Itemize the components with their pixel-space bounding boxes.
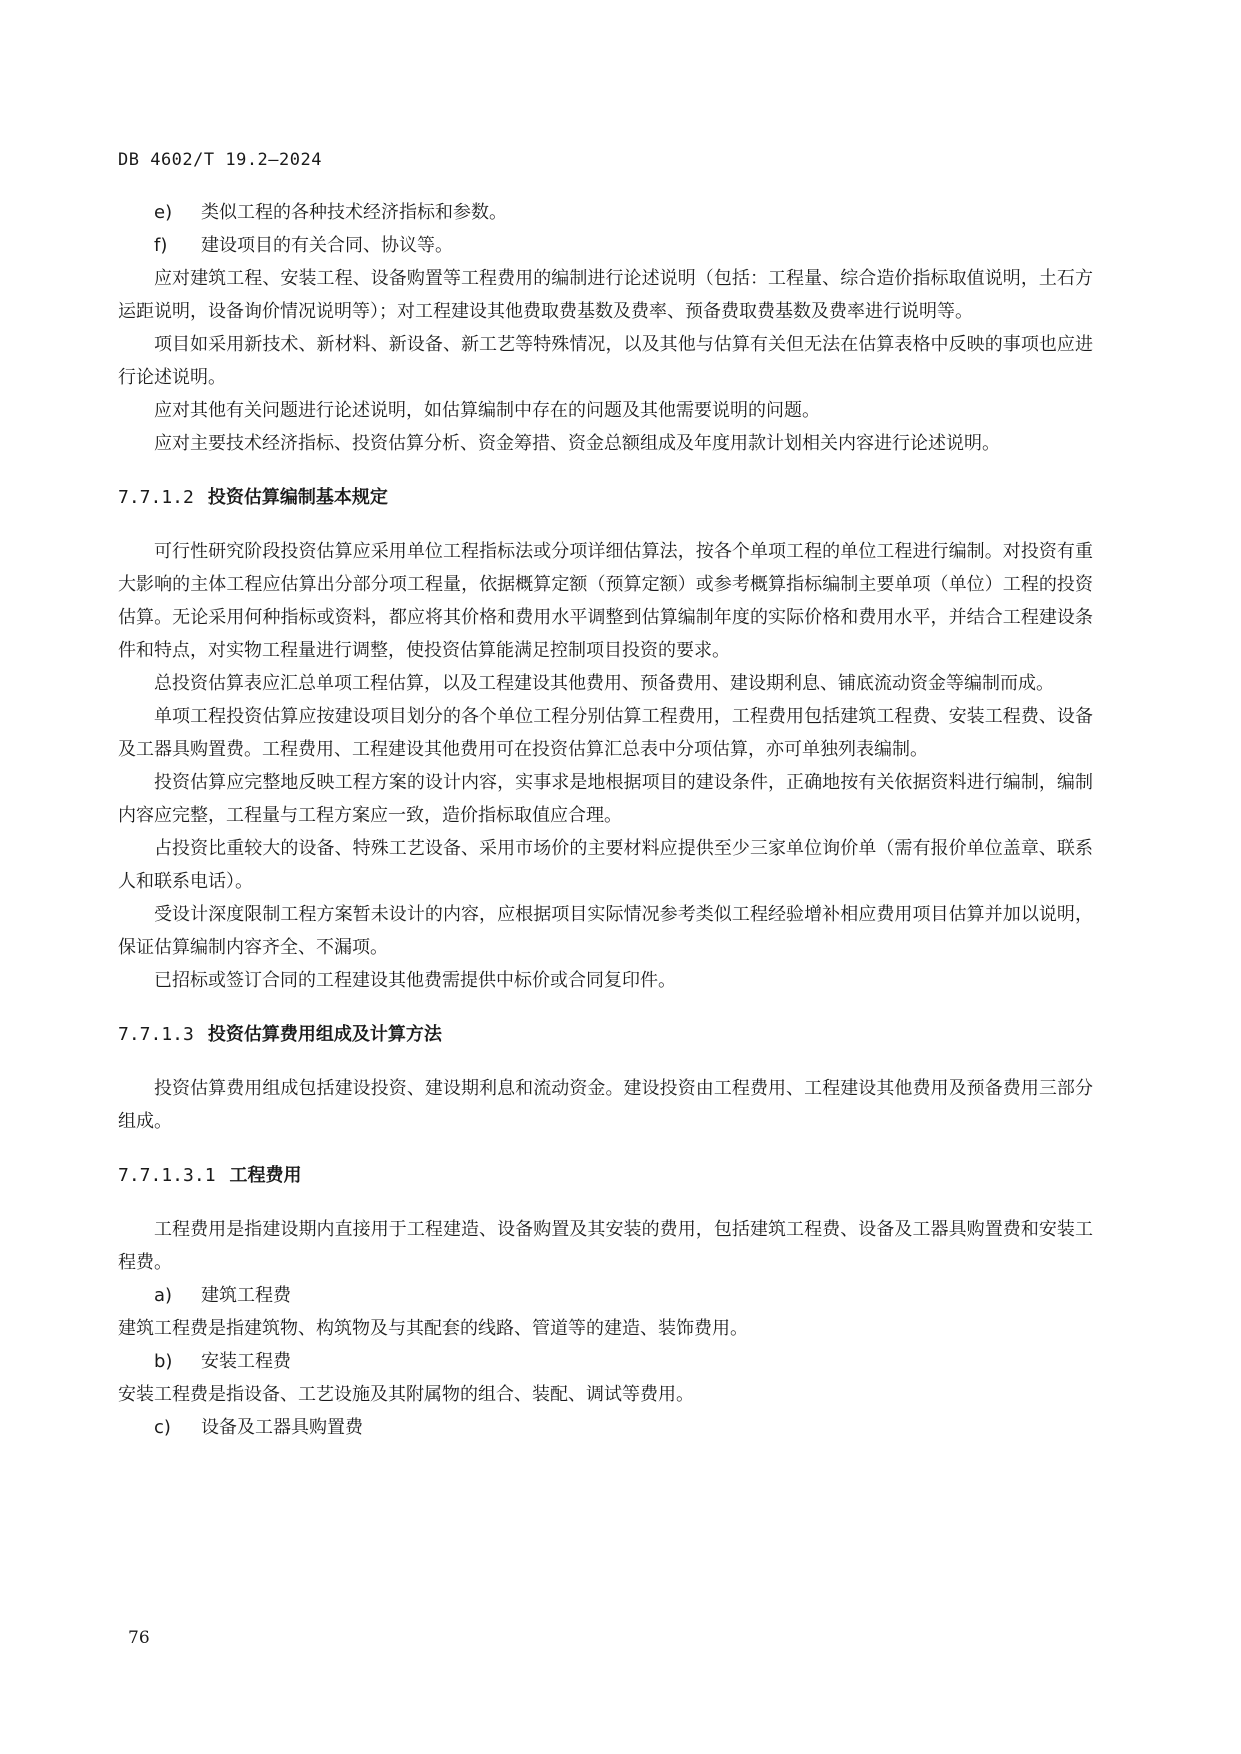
list-item [118, 1345, 1093, 1378]
list-item-label: b) [154, 1351, 173, 1372]
paragraph: 单项工程投资估算应按建设项目划分的各个单位工程分别估算工程费用，工程费用包括建筑工程费、安装工程费、设备及工器具购置费。工程费用、工程建设其他费用可在投资估算汇总表中分项估算，亦可单独列表编制。 [118, 706, 1093, 760]
section-title: 投资估算费用组成及计算方法 [207, 1024, 442, 1045]
paragraph: 投资估算应完整地反映工程方案的设计内容，实事求是地根据项目的建设条件，正确地按有关依据资料进行编制，编制内容应完整，工程量与工程方案应一致，造价指标取值应合理。 [118, 772, 1093, 826]
section-heading [118, 481, 1093, 514]
list-item [118, 196, 1093, 229]
list-item-label: e) [154, 202, 173, 223]
list-item-label: f) [154, 235, 168, 256]
paragraph: 投资估算费用组成包括建设投资、建设期利息和流动资金。建设投资由工程费用、工程建设其他费用及预备费用三部分组成。 [118, 1078, 1093, 1132]
section-heading [118, 1018, 1093, 1051]
document-body [118, 196, 1093, 1444]
paragraph: 建筑工程费是指建筑物、构筑物及与其配套的线路、管道等的建造、装饰费用。 [118, 1318, 748, 1339]
section-number: 7.7.1.3 [118, 1024, 194, 1045]
section-title: 投资估算编制基本规定 [207, 487, 388, 508]
section-title: 工程费用 [229, 1165, 302, 1186]
paragraph: 应对建筑工程、安装工程、设备购置等工程费用的编制进行论述说明（包括：工程量、综合造价指标取值说明，土石方运距说明，设备询价情况说明等）；对工程建设其他费取费基数及费率、预备费取费基数及费率进行说明等。 [118, 268, 1093, 322]
list-item-label: a) [154, 1285, 173, 1306]
paragraph: 工程费用是指建设期内直接用于工程建造、设备购置及其安装的费用，包括建筑工程费、设备及工器具购置费和安装工程费。 [118, 1219, 1093, 1273]
list-item-label: c) [154, 1417, 171, 1438]
document-code: DB 4602/T 19.2—2024 [118, 150, 322, 170]
paragraph: 应对主要技术经济指标、投资估算分析、资金筹措、资金总额组成及年度用款计划相关内容进行论述说明。 [154, 433, 1000, 454]
list-item [118, 229, 1093, 262]
list-item [118, 1411, 1093, 1444]
section-heading [118, 1159, 1093, 1192]
paragraph: 受设计深度限制工程方案暂未设计的内容，应根据项目实际情况参考类似工程经验增补相应费用项目估算并加以说明，保证估算编制内容齐全、不漏项。 [118, 904, 1093, 958]
list-item-text: 建筑工程费 [201, 1285, 291, 1306]
paragraph: 总投资估算表应汇总单项工程估算，以及工程建设其他费用、预备费用、建设期利息、铺底流动资金等编制而成。 [154, 673, 1054, 694]
paragraph: 安装工程费是指设备、工艺设施及其附属物的组合、装配、调试等费用。 [118, 1384, 694, 1405]
section-number: 7.7.1.2 [118, 487, 194, 508]
paragraph: 已招标或签订合同的工程建设其他费需提供中标价或合同复印件。 [154, 970, 676, 991]
list-item-text: 安装工程费 [201, 1351, 291, 1372]
page-number: 76 [128, 1628, 150, 1648]
list-item-text: 建设项目的有关合同、协议等。 [201, 235, 453, 256]
paragraph: 应对其他有关问题进行论述说明，如估算编制中存在的问题及其他需要说明的问题。 [154, 400, 820, 421]
paragraph: 占投资比重较大的设备、特殊工艺设备、采用市场价的主要材料应提供至少三家单位询价单（需有报价单位盖章、联系人和联系电话）。 [118, 838, 1093, 892]
list-item-text: 设备及工器具购置费 [201, 1417, 363, 1438]
paragraph: 可行性研究阶段投资估算应采用单位工程指标法或分项详细估算法，按各个单项工程的单位工程进行编制。对投资有重大影响的主体工程应估算出分部分项工程量，依据概算定额（预算定额）或参考概算指标编制主要单项（单位）工程的投资估算。无论采用何种指标或资料，都应将其价格和费用水平调整到估算编制年度的实际价格和费用水平，并结合工程建设条件和特点，对实物工程量进行调整，使投资估算能满足控制项目投资的要求。 [118, 541, 1093, 661]
list-item-text: 类似工程的各种技术经济指标和参数。 [201, 202, 507, 223]
paragraph: 项目如采用新技术、新材料、新设备、新工艺等特殊情况，以及其他与估算有关但无法在估算表格中反映的事项也应进行论述说明。 [118, 334, 1093, 388]
section-number: 7.7.1.3.1 [118, 1165, 216, 1186]
list-item [118, 1279, 1093, 1312]
